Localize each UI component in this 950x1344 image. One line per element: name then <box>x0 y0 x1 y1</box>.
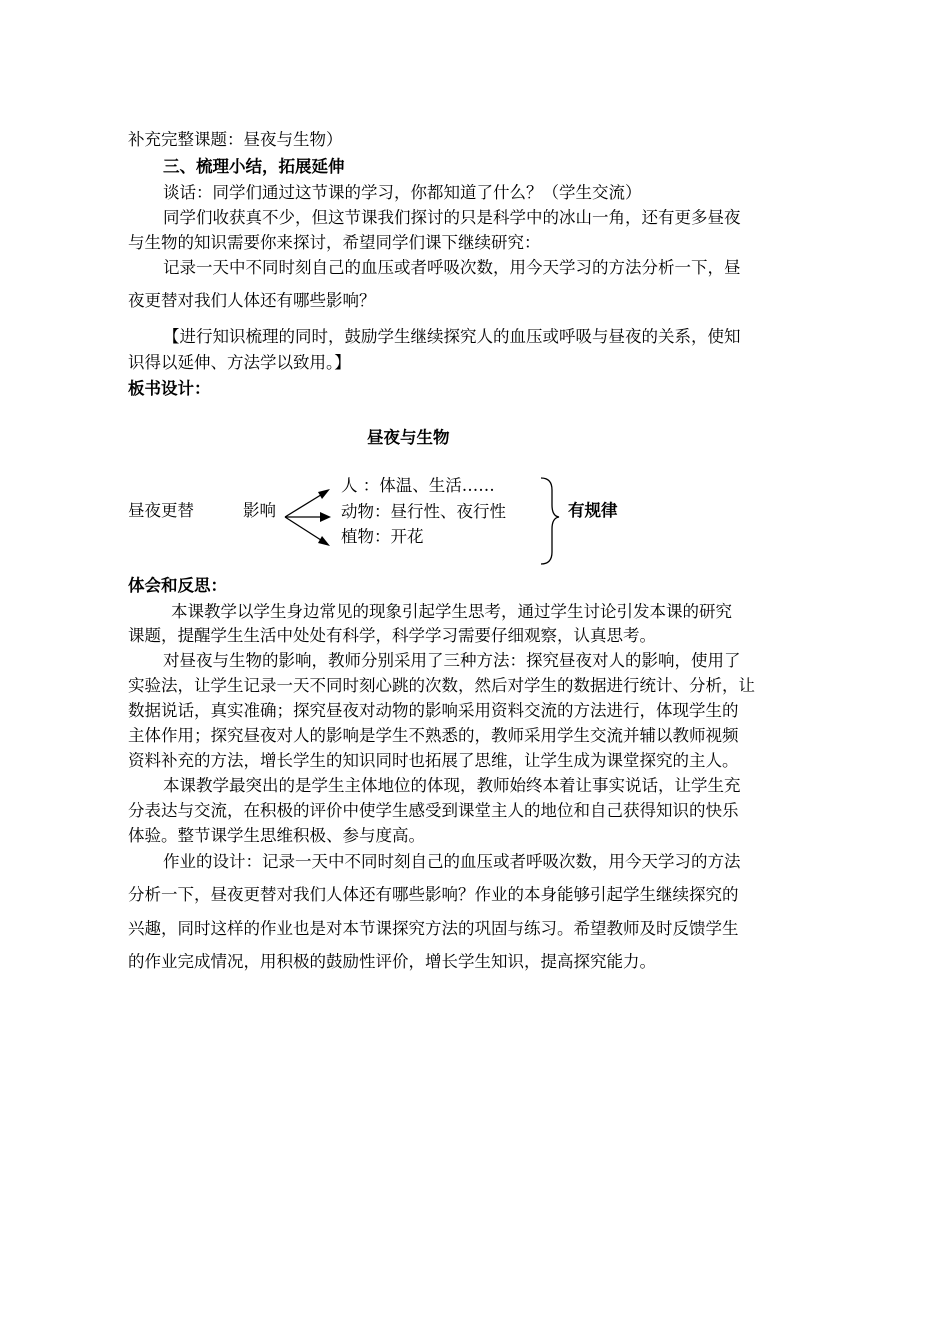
text-line: 作业的设计：记录一天中不同时刻自己的血压或者呼吸次数，用今天学习的方法 <box>163 852 741 871</box>
text-line: 记录一天中不同时刻自己的血压或者呼吸次数，用今天学习的方法分析一下，昼 <box>163 258 741 277</box>
board-item-human: 人 ：体温、生活…… <box>341 476 495 495</box>
text-line: 与生物的知识需要你来探讨，希望同学们课下继续研究： <box>128 233 541 252</box>
text-line: 主体作用；探究昼夜对人的影响是学生不熟悉的，教师采用学生交流并辅以教师视频 <box>128 726 739 745</box>
text-line: 对昼夜与生物的影响，教师分别采用了三种方法：探究昼夜对人的影响，使用了 <box>163 651 741 670</box>
text-line: 兴趣，同时这样的作业也是对本节课探究方法的巩固与练习。希望教师及时反馈学生 <box>128 919 739 938</box>
text-line: 分析一下，昼夜更替对我们人体还有哪些影响？作业的本身能够引起学生继续探究的 <box>128 885 739 904</box>
text-line: 课题，提醒学生生活中处处有科学，科学学习需要仔细观察，认真思考。 <box>128 626 656 645</box>
board-title: 昼夜与生物 <box>367 428 450 447</box>
text-line: 资料补充的方法，增长学生的知识同时也拓展了思维，让学生成为课堂探究的主人。 <box>128 751 739 770</box>
text-line: 体验。整节课学生思维积极、参与度高。 <box>128 826 425 845</box>
note-line: 【进行知识梳理的同时，鼓励学生继续探究人的血压或呼吸与昼夜的关系，使知 <box>163 327 741 346</box>
text-line: 本课教学以学生身边常见的现象引起学生思考，通过学生讨论引发本课的研究 <box>171 602 732 621</box>
section-heading: 三、梳理小结，拓展延伸 <box>163 157 345 176</box>
text-line: 的作业完成情况，用积极的鼓励性评价，增长学生知识，提高探究能力。 <box>128 952 656 971</box>
arrowhead-human <box>318 489 330 499</box>
board-label: 板书设计： <box>128 379 211 398</box>
arrow-to-human <box>285 493 324 517</box>
text-line: 分表达与交流，在积极的评价中使学生感受到课堂主人的地位和自己获得知识的快乐 <box>128 801 739 820</box>
board-cause: 昼夜更替 <box>128 501 194 520</box>
text-line: 本课教学最突出的是学生主体地位的体现，教师始终本着让事实说话，让学生充 <box>163 776 741 795</box>
board-conclusion: 有规律 <box>568 501 618 520</box>
arrow-to-plant <box>285 517 324 542</box>
text-line: 数据说话，真实准确；探究昼夜对动物的影响采用资料交流的方法进行，体现学生的 <box>128 701 739 720</box>
right-brace <box>541 478 559 564</box>
board-item-plant: 植物：开花 <box>341 527 424 546</box>
board-item-animal: 动物：昼行性、夜行性 <box>341 502 506 521</box>
text-line: 同学们收获真不少，但这节课我们探讨的只是科学中的冰山一角，还有更多昼夜 <box>163 208 741 227</box>
reflection-heading: 体会和反思： <box>128 576 227 595</box>
note-line: 识得以延伸、方法学以致用。】 <box>128 353 351 372</box>
text-line: 谈话：同学们通过这节课的学习，你都知道了什么？（学生交流） <box>163 183 642 202</box>
text-line: 夜更替对我们人体还有哪些影响？ <box>128 291 376 310</box>
text-line: 实验法，让学生记录一天不同时刻心跳的次数，然后对学生的数据进行统计、分析，让 <box>128 676 755 695</box>
arrowhead-animal <box>320 512 331 522</box>
text-line: 补充完整课题：昼夜与生物） <box>128 130 343 149</box>
arrowhead-plant <box>318 536 330 546</box>
board-effect: 影响 <box>243 501 276 520</box>
